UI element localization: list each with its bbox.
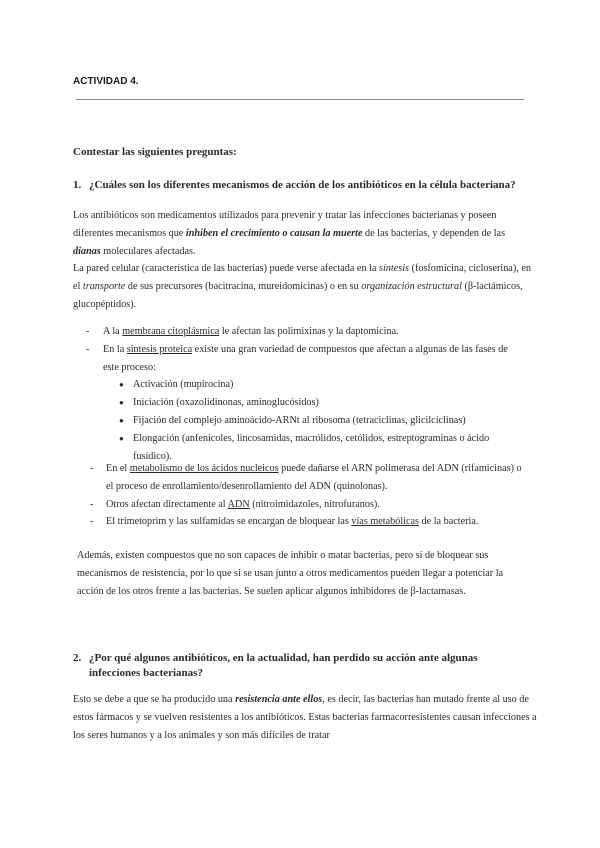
list-item: - En el metabolismo de los ácidos nucleicos puede dañarse el ARN polimerasa del ADN (rifamicinas) o el proceso de enrollamiento/desenrollamiento del ADN (quinolonas).	[90, 463, 522, 492]
question-1	[73, 178, 533, 193]
bullet-icon: ●	[119, 380, 124, 390]
underlined-term: síntesis proteica	[126, 343, 193, 355]
underlined-term: vías metabólicas	[351, 516, 419, 528]
emphasis-text: inhiben el crecimiento o causan la muerte	[185, 227, 363, 239]
answer-paragraph-1: Los antibióticos son medicamentos utilizados para prevenir y tratar las infecciones bacterianas y poseen diferentes mecanismos que inhiben el crecimiento o causan la muerte de las bacterias, y dependen de las dianas moleculares afectadas. La pared celular (característica de las bacterias) puede verse afectada en la síntesis (fosfomicina, cicloserina), en el transporte de sus precursores (bacitracina, mureidomicinas) o en su organización estructural (β-lactámicos, glucopéptidos).	[73, 210, 531, 310]
bullet-icon: ●	[119, 433, 124, 443]
bullet-icon: ●	[119, 398, 124, 408]
sublist-item: ● Iniciación (oxazolidinonas, aminoglucósidos)	[103, 394, 526, 412]
answer-paragraph-2: Además, existen compuestos que no son capaces de inhibir o matar bacterias, pero sí de bloquear sus mecanismos de resistencia, por lo que si se usan junto a otros medicamentos pueden llegar a potenciar la acción de los otros frente a las bacterias. Se suelen aplicar algunos inhibidores de β-lactamasas.	[77, 550, 504, 597]
title-divider	[76, 99, 524, 100]
bullet-icon: ●	[119, 415, 124, 425]
sublist-item: ● Fijación del complejo aminoácido-ARNt al ribosoma (tetraciclinas, glicilciclinas)	[103, 412, 526, 430]
question-text: ¿Cuáles son los diferentes mecanismos de acción de los antibióticos en la célula bacteriana?	[89, 179, 516, 191]
underlined-term: membrana citoplásmica	[122, 326, 220, 337]
question-text: ¿Por qué algunos antibióticos, en la actualidad, han perdido su acción ante algunas infecciones bacterianas?	[89, 652, 478, 679]
mechanism-list-continued	[86, 460, 526, 531]
list-item: - El trimetoprim y las sulfamidas se encargan de bloquear las vías metabólicas de la bacteria.	[90, 516, 479, 528]
question-number: 2.	[73, 652, 82, 664]
list-item: - Otros afectan directamente al ADN (nitroimidazoles, nitrofuranos).	[90, 498, 380, 510]
underlined-term: ADN	[227, 498, 250, 510]
list-item: - A la membrana citoplásmica le afectan las polimixinas y la daptomicina.	[86, 326, 399, 337]
instructions-heading: Contestar las siguientes preguntas:	[73, 146, 237, 158]
answer-paragraph-3: Esto se debe a que se ha producido una resistencia ante ellos, es decir, las bacterias han mutado frente al uso de estos fármacos y se vuelven resistentes a los antibióticos. Estas bacterias farmacorresistentes causan infecciones a los seres humanos y a los animales y son más difíciles de tratar	[73, 694, 537, 741]
question-2	[73, 651, 493, 679]
question-number: 1.	[73, 179, 82, 191]
sublist-item: ● Activación (mupirocina)	[103, 376, 526, 394]
sublist-item: ● Elongación (anfenicoles, lincosamidas, macrólidos, cetólidos, estreptograminas o ácido fusídico).	[103, 430, 526, 466]
activity-title: ACTIVIDAD 4.	[73, 76, 139, 87]
italic-text: transporte	[82, 281, 126, 293]
sublist	[103, 376, 526, 465]
emphasis-text: resistencia ante ellos	[235, 694, 323, 705]
list-item: - En la síntesis proteica existe una gran variedad de compuestos que afectan a algunas de las fases de este proceso: ● Activación (mupirocina) ● Iniciación (oxazolidinonas, aminoglucósidos) ● Fijación del complejo aminoácido-ARNt al ribosoma (tetraciclinas, glicilciclinas) ● Elongación (anfenicoles, lincosamidas, macrólidos, cetólidos, estreptograminas o ácido fusídico).	[86, 341, 526, 466]
mechanism-list	[86, 323, 526, 465]
italic-text: organización estructural	[361, 281, 462, 293]
italic-text: síntesis	[379, 263, 410, 275]
underlined-term: metabolismo de los ácidos nucleicos	[129, 463, 279, 474]
emphasis-text: dianas	[73, 245, 101, 257]
